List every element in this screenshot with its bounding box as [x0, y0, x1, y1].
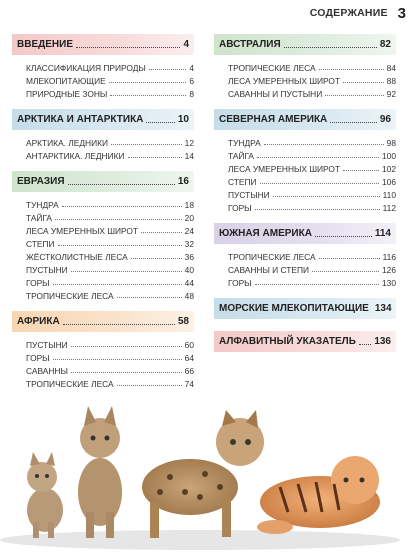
item-page: 92 — [386, 88, 396, 99]
dot-leader — [71, 372, 182, 373]
dot-leader — [53, 359, 182, 360]
item-page: 126 — [382, 264, 396, 275]
section-title: ЕВРАЗИЯ — [17, 176, 65, 187]
item-page: 40 — [184, 264, 194, 275]
toc-section — [12, 109, 194, 162]
toc-section-header[interactable] — [214, 223, 396, 244]
item-page: 24 — [184, 225, 194, 236]
toc-item-list — [214, 55, 396, 100]
toc-section-header[interactable] — [12, 34, 194, 55]
toc-item[interactable] — [214, 188, 396, 201]
item-title: ТРОПИЧЕСКИЕ ЛЕСА — [26, 290, 114, 301]
dot-leader — [319, 258, 380, 259]
item-title: ЛЕСА УМЕРЕННЫХ ШИРОТ — [26, 225, 139, 236]
toc-section — [214, 331, 396, 352]
toc-item[interactable] — [214, 87, 396, 100]
toc-item[interactable] — [12, 289, 194, 302]
item-page: 18 — [184, 199, 194, 210]
item-title: ГОРЫ — [26, 352, 50, 363]
toc-item[interactable] — [12, 276, 194, 289]
toc-item-list — [12, 332, 194, 390]
item-title: СТЕПИ — [26, 238, 55, 249]
dot-leader — [312, 271, 379, 272]
item-title: КЛАССИФИКАЦИЯ ПРИРОДЫ — [26, 62, 146, 73]
item-page: 100 — [382, 150, 396, 161]
toc-section-header[interactable] — [12, 171, 194, 192]
item-title: ПУСТЫНИ — [26, 339, 68, 350]
item-title: ГОРЫ — [26, 277, 50, 288]
toc-item[interactable] — [12, 61, 194, 74]
item-page: 20 — [184, 212, 194, 223]
item-page: 44 — [184, 277, 194, 288]
section-page: 58 — [177, 316, 189, 327]
toc-item[interactable] — [12, 364, 194, 377]
section-page: 4 — [183, 39, 189, 50]
dot-leader — [128, 157, 182, 158]
item-page: 116 — [382, 251, 396, 262]
toc-section-header[interactable] — [12, 109, 194, 130]
ground-shadow — [0, 530, 400, 550]
toc-item[interactable] — [12, 351, 194, 364]
item-title: АНТАРКТИКА. ЛЕДНИКИ — [26, 150, 125, 161]
toc-section — [12, 171, 194, 302]
dot-leader — [264, 144, 384, 145]
item-page: 14 — [184, 150, 194, 161]
item-page: 88 — [386, 75, 396, 86]
item-title: ГОРЫ — [228, 277, 252, 288]
item-title: ПРИРОДНЫЕ ЗОНЫ — [26, 88, 108, 99]
dot-leader — [62, 206, 182, 207]
item-title: САВАННЫ — [26, 365, 68, 376]
item-page: 8 — [189, 88, 194, 99]
item-page: 102 — [382, 163, 396, 174]
toc-item[interactable] — [12, 149, 194, 162]
dot-leader — [53, 284, 182, 285]
item-title: АРКТИКА. ЛЕДНИКИ — [26, 137, 109, 148]
toc-item[interactable] — [214, 149, 396, 162]
page-title: СОДЕРЖАНИЕ — [309, 7, 388, 19]
toc-section — [214, 223, 396, 289]
item-page: 6 — [189, 75, 194, 86]
dot-leader — [110, 95, 186, 96]
toc-section-header[interactable] — [214, 109, 396, 130]
dot-leader — [257, 157, 379, 158]
toc-item[interactable] — [12, 136, 194, 149]
section-title: СЕВЕРНАЯ АМЕРИКА — [219, 114, 328, 125]
toc-right-column — [214, 34, 396, 364]
item-title: ТАЙГА — [228, 150, 255, 161]
item-page: 12 — [184, 137, 194, 148]
item-page: 4 — [189, 62, 194, 73]
item-title: ЛЕСА УМЕРЕННЫХ ШИРОТ — [228, 163, 341, 174]
item-title: ТУНДРА — [228, 137, 261, 148]
dot-leader — [319, 69, 384, 70]
toc-left-column — [12, 34, 194, 399]
item-title: ЖЁСТКОЛИСТНЫЕ ЛЕСА — [26, 251, 128, 262]
dot-leader — [63, 324, 175, 325]
item-page: 84 — [386, 62, 396, 73]
toc-item[interactable] — [214, 162, 396, 175]
toc-item[interactable] — [12, 377, 194, 390]
toc-item[interactable] — [12, 211, 194, 224]
item-title: МЛЕКОПИТАЮЩИЕ — [26, 75, 106, 86]
dot-leader — [71, 271, 182, 272]
item-title: ТУНДРА — [26, 199, 59, 210]
toc-item-list — [214, 244, 396, 289]
toc-item[interactable] — [214, 136, 396, 149]
toc-item[interactable] — [12, 263, 194, 276]
item-page: 36 — [184, 251, 194, 262]
page-header — [310, 4, 406, 22]
item-page: 110 — [382, 189, 396, 200]
page-number: 3 — [397, 4, 406, 22]
toc-item[interactable] — [12, 250, 194, 263]
section-title: МОРСКИЕ МЛЕКОПИТАЮЩИЕ — [219, 303, 369, 314]
cubs-illustration — [0, 392, 416, 552]
item-title: ТРОПИЧЕСКИЕ ЛЕСА — [228, 251, 316, 262]
dot-leader — [68, 184, 175, 185]
item-title: САВАННЫ И ПУСТЫНИ — [228, 88, 323, 99]
dot-leader — [109, 82, 187, 83]
kitten-small — [27, 452, 63, 538]
item-page: 106 — [382, 176, 396, 187]
section-page: 134 — [374, 303, 392, 314]
dot-leader — [146, 122, 174, 123]
section-title: ЮЖНАЯ АМЕРИКА — [219, 228, 312, 239]
section-page: 82 — [379, 39, 391, 50]
section-title: ВВЕДЕНИЕ — [17, 39, 73, 50]
leopard-cub — [142, 410, 264, 538]
toc-item[interactable] — [12, 338, 194, 351]
dot-leader — [111, 144, 182, 145]
toc-item[interactable] — [214, 74, 396, 87]
item-title: ТАЙГА — [26, 212, 53, 223]
item-title: ГОРЫ — [228, 202, 252, 213]
item-page: 66 — [184, 365, 194, 376]
item-title: ТРОПИЧЕСКИЕ ЛЕСА — [26, 378, 114, 389]
lynx-cub — [78, 406, 122, 538]
toc-section — [12, 311, 194, 390]
item-title: САВАННЫ И СТЕПИ — [228, 264, 310, 275]
toc-section-header[interactable] — [214, 331, 396, 352]
dot-leader — [131, 258, 182, 259]
dot-leader — [55, 219, 182, 220]
toc-item[interactable] — [214, 250, 396, 263]
toc-section — [214, 298, 396, 319]
toc-section — [214, 34, 396, 100]
toc-section — [214, 109, 396, 214]
toc-item[interactable] — [214, 61, 396, 74]
item-page: 64 — [184, 352, 194, 363]
section-title: АФРИКА — [17, 316, 60, 327]
item-title: ПУСТЫНИ — [26, 264, 68, 275]
tiger-cub — [257, 456, 380, 534]
toc-item-list — [214, 130, 396, 214]
toc-item[interactable] — [12, 224, 194, 237]
item-title: ЛЕСА УМЕРЕННЫХ ШИРОТ — [228, 75, 341, 86]
section-page: 96 — [379, 114, 391, 125]
toc-item-list — [12, 192, 194, 302]
toc-item-list — [12, 55, 194, 100]
dot-leader — [330, 122, 377, 123]
toc-item[interactable] — [12, 87, 194, 100]
item-title: СТЕПИ — [228, 176, 257, 187]
toc-item[interactable] — [12, 74, 194, 87]
section-title: АВСТРАЛИЯ — [219, 39, 281, 50]
section-page: 16 — [177, 176, 189, 187]
dot-leader — [117, 297, 182, 298]
dot-leader — [260, 183, 380, 184]
dot-leader — [141, 232, 182, 233]
section-title: АЛФАВИТНЫЙ УКАЗАТЕЛЬ — [219, 336, 356, 347]
dot-leader — [343, 170, 379, 171]
toc-item[interactable] — [214, 175, 396, 188]
dot-leader — [325, 95, 383, 96]
toc-item[interactable] — [214, 201, 396, 214]
dot-leader — [315, 236, 372, 237]
dot-leader — [149, 69, 187, 70]
item-page: 112 — [382, 202, 396, 213]
item-page: 48 — [184, 290, 194, 301]
section-title: АРКТИКА И АНТАРКТИКА — [17, 114, 144, 125]
dot-leader — [76, 47, 180, 48]
toc-section-header[interactable] — [12, 311, 194, 332]
dot-leader — [58, 245, 182, 246]
item-page: 98 — [386, 137, 396, 148]
item-page: 130 — [382, 277, 396, 288]
toc-section-header[interactable] — [214, 298, 396, 319]
dot-leader — [255, 284, 379, 285]
item-page: 60 — [184, 339, 194, 350]
toc-section — [12, 34, 194, 100]
dot-leader — [71, 346, 182, 347]
section-page: 114 — [374, 228, 391, 239]
toc-item[interactable] — [214, 276, 396, 289]
item-title: ТРОПИЧЕСКИЕ ЛЕСА — [228, 62, 316, 73]
toc-item[interactable] — [12, 198, 194, 211]
toc-item[interactable] — [12, 237, 194, 250]
dot-leader — [359, 344, 371, 345]
item-page: 74 — [184, 378, 194, 389]
dot-leader — [273, 196, 380, 197]
toc-item-list — [12, 130, 194, 162]
toc-section-header[interactable] — [214, 34, 396, 55]
section-page: 10 — [177, 114, 189, 125]
toc-item[interactable] — [214, 263, 396, 276]
dot-leader — [255, 209, 380, 210]
section-page: 136 — [374, 336, 391, 347]
dot-leader — [284, 47, 377, 48]
dot-leader — [117, 385, 182, 386]
dot-leader — [343, 82, 384, 83]
item-page: 32 — [184, 238, 194, 249]
item-title: ПУСТЫНИ — [228, 189, 270, 200]
